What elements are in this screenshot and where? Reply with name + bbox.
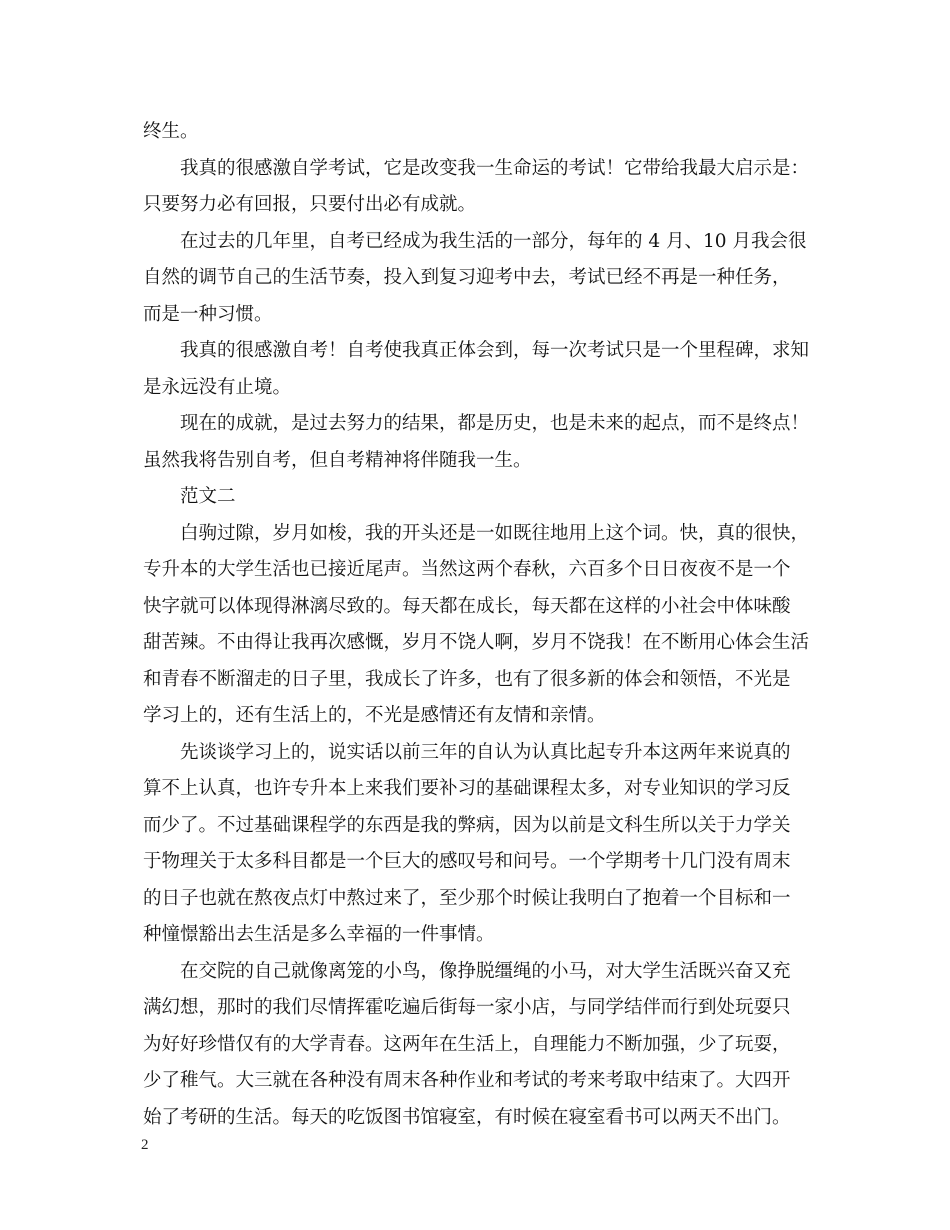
text-line: 范文二 xyxy=(180,486,236,507)
text-line: 而是一种习惯。 xyxy=(143,303,273,325)
text-line: 我真的很感激自考！自考使我真正体会到，每一次考试只是一个里程碑，求知 xyxy=(180,340,810,361)
page-number: 2 xyxy=(141,1137,149,1153)
text-line: 白驹过隙，岁月如梭，我的开头还是一如既往地用上这个词。快，真的很快， xyxy=(180,522,810,544)
text-line: 只要努力必有回报，只要付出必有成就。 xyxy=(143,194,477,215)
text-line: 而少了。不过基础课程学的东西是我的弊病，因为以前是文科生所以关于力学关 xyxy=(143,814,791,836)
text-line: 是永远没有止境。 xyxy=(143,376,292,398)
text-line: 先谈谈学习上的，说实话以前三年的自认为认真比起专升本这两年来说真的 xyxy=(180,741,791,763)
text-line: 在过去的几年里，自考已经成为我生活的一部分，每年的 4 月、10 月我会很 xyxy=(180,230,807,252)
text-line: 我真的很感激自学考试，它是改变我一生命运的考试！它带给我最大启示是： xyxy=(180,157,810,179)
text-line: 学习上的，还有生活上的，不光是感情还有友情和亲情。 xyxy=(143,705,606,726)
text-line: 于物理关于太多科目都是一个巨大的感叹号和问号。一个学期考十几门没有周末 xyxy=(143,851,791,872)
text-line: 专升本的大学生活也已接近尾声。当然这两个春秋，六百多个日日夜夜不是一个 xyxy=(143,559,791,580)
text-line: 种憧憬豁出去生活是多么幸福的一件事情。 xyxy=(143,924,495,945)
text-line: 和青春不断溜走的日子里，我成长了许多，也有了很多新的体会和领悟，不光是 xyxy=(143,668,791,690)
text-line: 算不上认真，也许专升本上来我们要补习的基础课程太多，对专业知识的学习反 xyxy=(143,778,791,799)
text-line: 终生。 xyxy=(143,121,199,142)
text-line: 在交院的自己就像离笼的小鸟，像挣脱缰绳的小马，对大学生活既兴奋又充 xyxy=(180,960,791,982)
text-line: 少了稚气。大三就在各种没有周末各种作业和考试的考来考取中结束了。大四开 xyxy=(143,1070,791,1091)
text-line: 自然的调节自己的生活节奏，投入到复习迎考中去，考试已经不再是一种任务， xyxy=(143,267,791,288)
text-line: 的日子也就在熬夜点灯中熬过来了，至少那个时候让我明白了抱着一个目标和一 xyxy=(143,887,791,909)
body-text xyxy=(143,114,808,1136)
text-line: 为好好珍惜仅有的大学青春。这两年在生活上，自理能力不断加强，少了玩耍， xyxy=(143,1033,791,1055)
text-line: 满幻想，那时的我们尽情挥霍吃遍后街每一家小店，与同学结伴而行到处玩耍只 xyxy=(143,997,791,1018)
text-line: 始了考研的生活。每天的吃饭图书馆寝室，有时候在寝室看书可以两天不出门。 xyxy=(143,1106,791,1128)
text-line: 虽然我将告别自考，但自考精神将伴随我一生。 xyxy=(143,449,532,471)
text-line: 快字就可以体现得淋漓尽致的。每天都在成长，每天都在这样的小社会中体味酸 xyxy=(143,595,791,617)
text-line: 甜苦辣。不由得让我再次感慨，岁月不饶人啊，岁月不饶我！在不断用心体会生活 xyxy=(143,632,810,653)
text-line: 现在的成就，是过去努力的结果，都是历史，也是未来的起点，而不是终点！ xyxy=(180,413,810,434)
